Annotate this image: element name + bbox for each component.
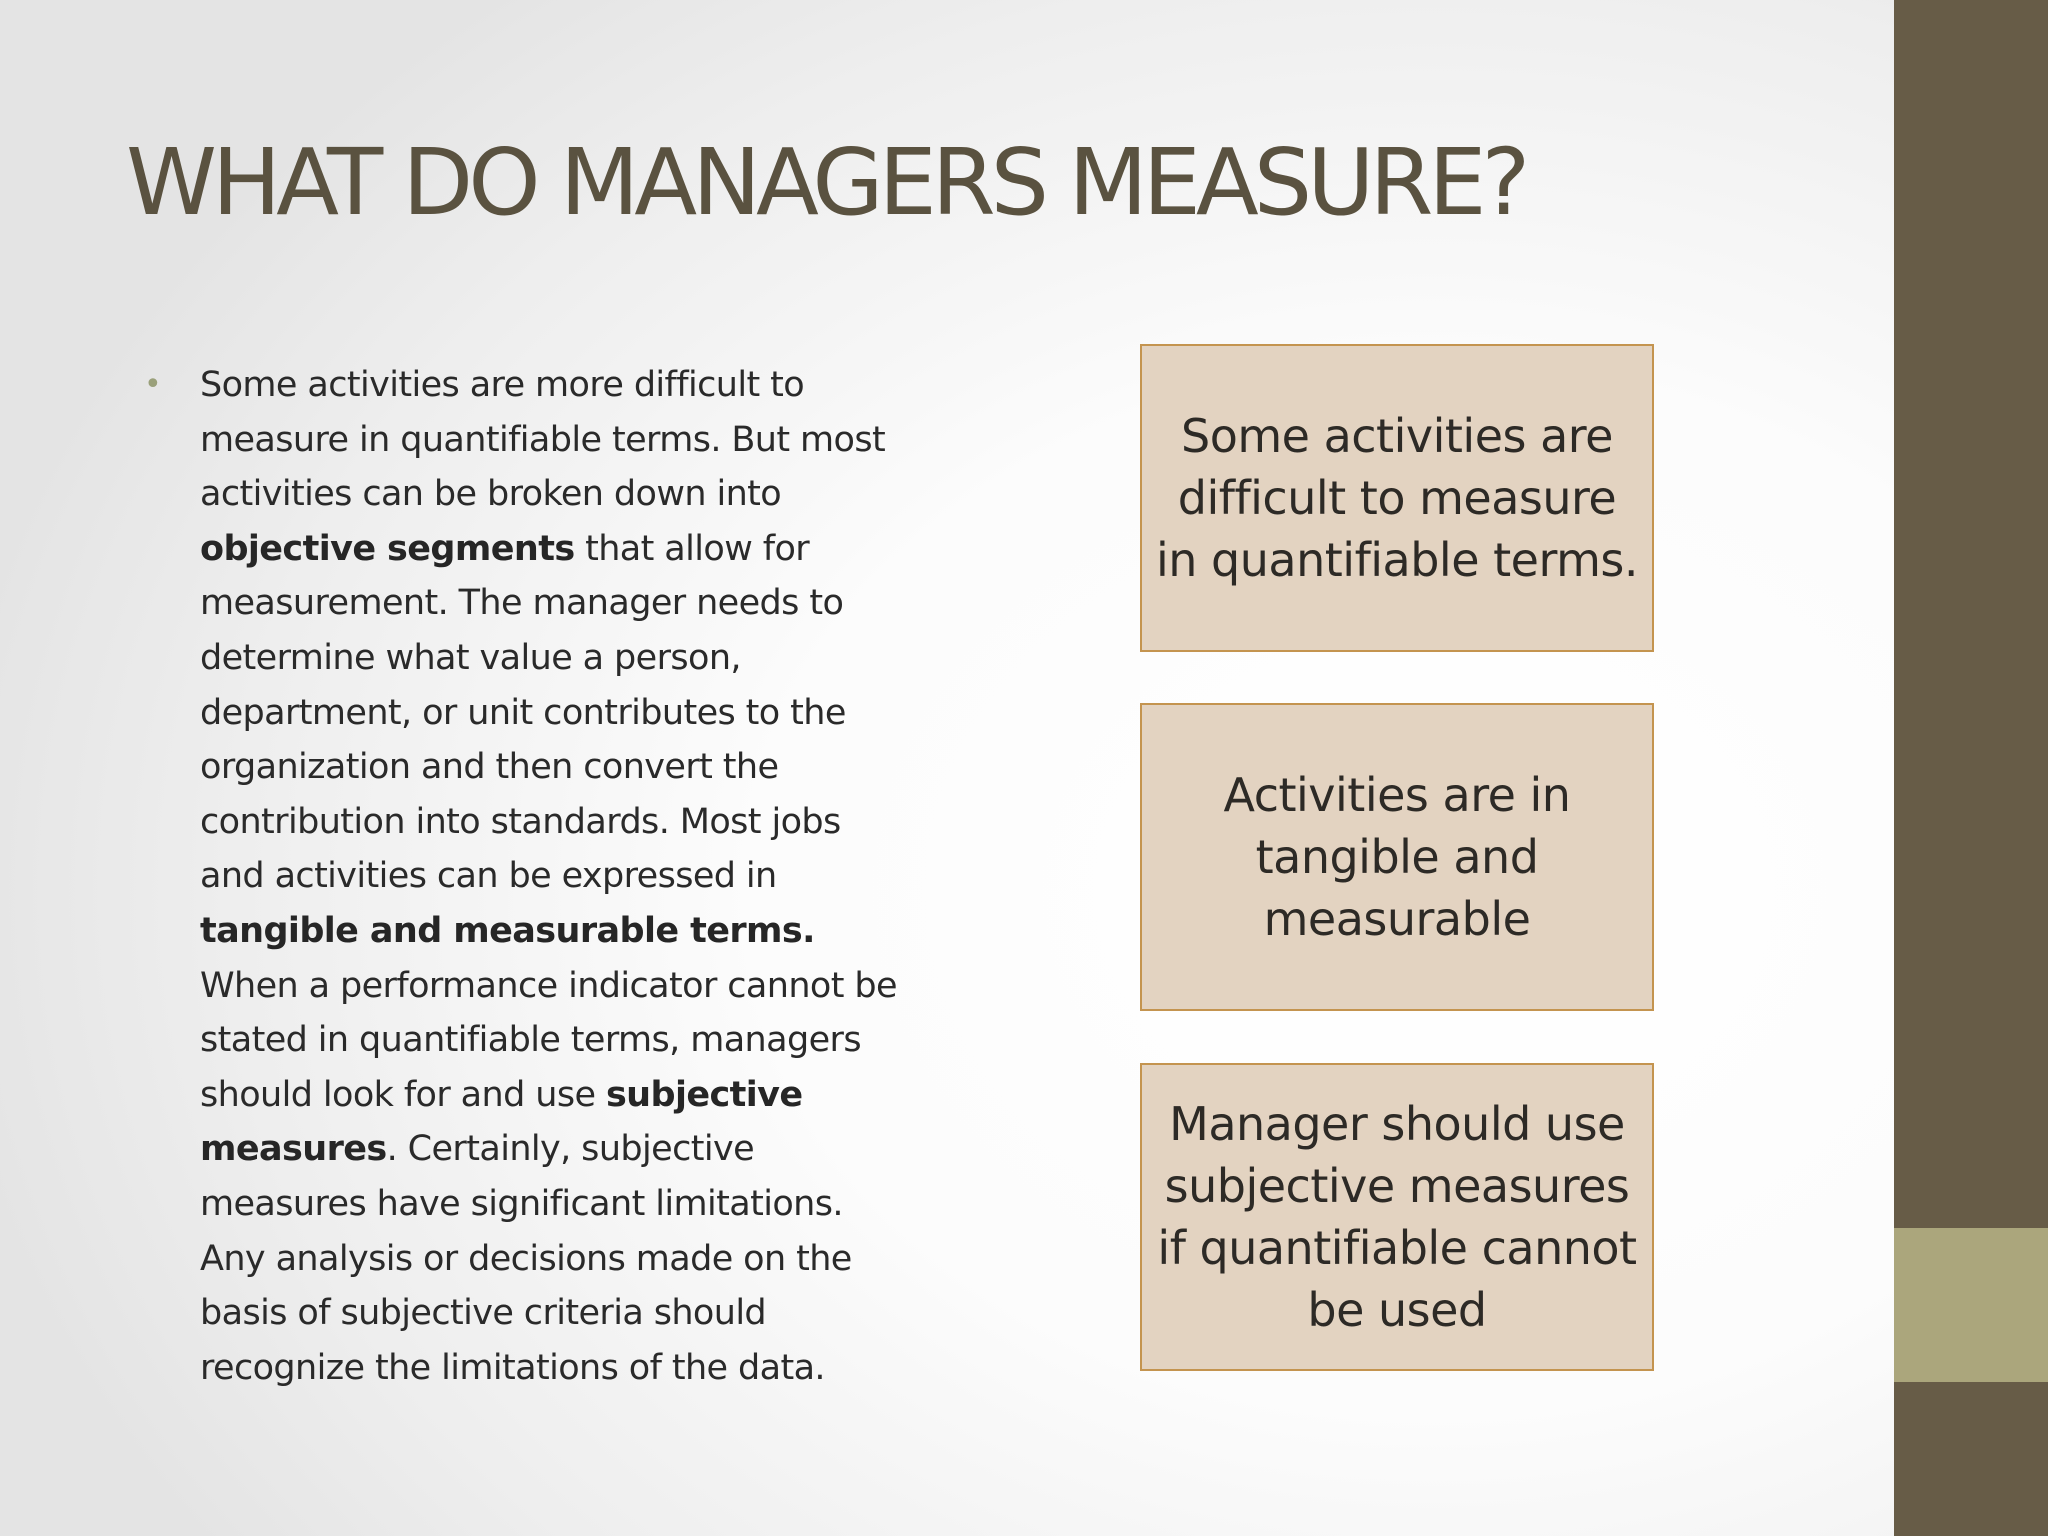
bullet-dot-icon: • — [144, 367, 162, 402]
bullet-text-1: Some activities are more difficult to measure in quantifiable terms. But most activities can be broken down into — [200, 365, 886, 515]
summary-box-tangible-measurable: Activities are in tangible and measurable — [1140, 703, 1654, 1011]
sidebar-top-block — [1894, 0, 2048, 1228]
bullet-list — [140, 358, 900, 1395]
sidebar-accent-block — [1894, 1228, 2048, 1382]
bullet-bold-objective-segments: objective segments — [200, 528, 575, 569]
bullet-bold-tangible-measurable: tangible and measurable terms. — [200, 910, 815, 951]
bullet-text-4: . Certainly, subjective measures have significant limitations. Any analysis or decisions made on the basis of subjective criteria should recognize the limitations of the data. — [200, 1129, 852, 1388]
bullet-text-2: that allow for measurement. The manager needs to determine what value a person, department, or unit contributes to the organization and then convert the contribution into standards. Most jobs and activities can be expressed in — [200, 528, 846, 897]
summary-box-subjective-measures: Manager should use subjective measures if quantifiable cannot be used — [1140, 1063, 1654, 1371]
bullet-text-3: When a performance indicator cannot be stated in quantifiable terms, managers should look for and use — [200, 965, 897, 1115]
bullet-item — [140, 358, 900, 1395]
summary-box-difficult-to-measure: Some activities are difficult to measure in quantifiable terms. — [1140, 344, 1654, 652]
bullet-bold-subjective-measures: subjective measures — [200, 1074, 803, 1170]
slide-title: WHAT DO MANAGERS MEASURE? — [126, 129, 1526, 236]
sidebar-bottom-block — [1894, 1382, 2048, 1536]
decorative-sidebar — [1894, 0, 2048, 1536]
